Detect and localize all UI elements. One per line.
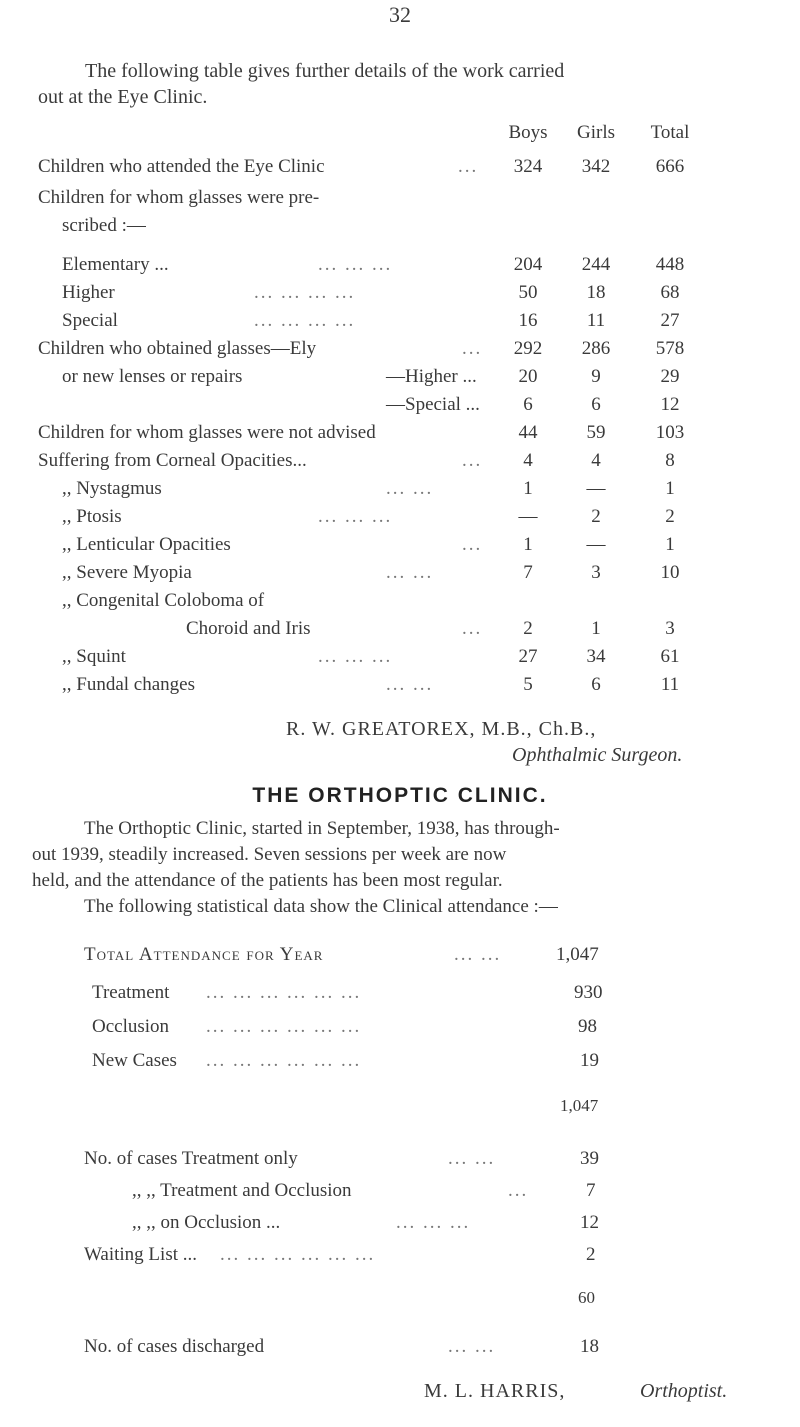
- row-label: or new lenses or repairs: [62, 366, 243, 387]
- row-label: ,, Ptosis: [62, 506, 122, 527]
- row-sublabel: —Special ...: [386, 394, 480, 415]
- orthoptist-name: M. L. HARRIS,: [424, 1380, 566, 1402]
- cell-boys: 1: [523, 534, 533, 555]
- discharged-leader: ... ...: [448, 1336, 496, 1357]
- header-total: Total: [650, 122, 690, 143]
- cell-total: 61: [660, 646, 680, 667]
- section-title: THE ORTHOPTIC CLINIC.: [252, 784, 548, 807]
- cell-boys: 50: [518, 282, 538, 303]
- row-leader: ...: [458, 156, 479, 177]
- orthoptist-title: Orthoptist.: [640, 1380, 728, 1402]
- row-label: Choroid and Iris: [186, 618, 311, 639]
- row-label: Children for whom glasses were pre-: [38, 187, 320, 208]
- cell-total: 10: [660, 562, 680, 583]
- cell-boys: 4: [523, 450, 533, 471]
- row-label: ,, Lenticular Opacities: [62, 534, 231, 555]
- row-label: ,, Squint: [62, 646, 126, 667]
- row-leader: ... ...: [386, 674, 434, 695]
- cell-boys: 324: [513, 156, 543, 177]
- row-label: ,, Nystagmus: [62, 478, 162, 499]
- attendance-item-value: 98: [578, 1016, 597, 1037]
- row-leader: ... ...: [386, 562, 434, 583]
- cell-boys: 16: [518, 310, 538, 331]
- cases-sum: 60: [578, 1288, 595, 1307]
- cases-item-value: 39: [580, 1148, 599, 1169]
- cases-item-label: ,, ,, Treatment and Occlusion: [132, 1180, 352, 1201]
- row-label: Elementary ...: [62, 254, 169, 275]
- attendance-sum: 1,047: [560, 1096, 599, 1115]
- page-number: 32: [389, 2, 411, 27]
- cell-total: 29: [660, 366, 680, 387]
- attendance-total-leader: ... ...: [454, 944, 502, 965]
- attendance-item-label: Occlusion: [92, 1016, 170, 1037]
- row-leader: ... ... ... ...: [254, 310, 356, 331]
- attendance-item-leader: ... ... ... ... ... ...: [206, 1016, 362, 1037]
- cell-boys: 7: [523, 562, 533, 583]
- intro-line-1: The following table gives further details of the work carried: [85, 60, 565, 82]
- row-label: scribed :—: [62, 215, 146, 236]
- cell-total: 1: [665, 534, 675, 555]
- cell-boys: 20: [518, 366, 538, 387]
- cell-total: 68: [660, 282, 680, 303]
- cell-girls: 11: [586, 310, 606, 331]
- cell-boys: 6: [523, 394, 533, 415]
- row-leader: ... ... ...: [318, 254, 393, 275]
- surgeon-name: R. W. GREATOREX, M.B., Ch.B.,: [286, 718, 597, 740]
- cell-girls: 4: [591, 450, 601, 471]
- paragraph-line-2: out 1939, steadily increased. Seven sessions per week are now: [32, 844, 507, 865]
- cell-boys: 2: [523, 618, 533, 639]
- row-label: Higher: [62, 282, 115, 303]
- intro-line-2: out at the Eye Clinic.: [38, 86, 208, 108]
- row-leader: ... ...: [386, 478, 434, 499]
- row-leader: ... ... ... ...: [254, 282, 356, 303]
- row-leader: ... ... ...: [318, 646, 393, 667]
- cases-item-leader: ... ... ... ... ... ...: [220, 1244, 376, 1265]
- attendance-item-value: 19: [580, 1050, 599, 1071]
- cases-item-leader: ...: [508, 1180, 529, 1201]
- row-label: ,, Fundal changes: [62, 674, 195, 695]
- discharged-value: 18: [580, 1336, 599, 1357]
- row-leader: ... ... ...: [318, 506, 393, 527]
- cases-item-label: ,, ,, on Occlusion ...: [132, 1212, 281, 1233]
- attendance-total-value: 1,047: [556, 944, 599, 965]
- row-label: Children for whom glasses were not advised: [38, 422, 376, 443]
- row-leader: ...: [462, 618, 483, 639]
- cell-total: 666: [655, 156, 685, 177]
- cell-girls: 6: [591, 394, 601, 415]
- paragraph-line-4: The following statistical data show the Clinical attendance :—: [84, 896, 558, 917]
- attendance-total-label: Total Attendance for Year: [84, 944, 324, 965]
- cell-girls: 59: [586, 422, 606, 443]
- cell-girls: 3: [591, 562, 601, 583]
- attendance-item-label: New Cases: [92, 1050, 177, 1071]
- cases-item-leader: ... ...: [448, 1148, 496, 1169]
- row-label: Suffering from Corneal Opacities...: [38, 450, 307, 471]
- paragraph-line-3: held, and the attendance of the patients has been most regular.: [32, 870, 503, 891]
- cell-total: 11: [660, 674, 680, 695]
- row-label: Children who obtained glasses—Ely: [38, 338, 317, 359]
- row-label: ,, Severe Myopia: [62, 562, 192, 583]
- cases-item-label: Waiting List ...: [84, 1244, 197, 1265]
- attendance-item-leader: ... ... ... ... ... ...: [206, 982, 362, 1003]
- cell-girls: 9: [591, 366, 601, 387]
- cell-girls: —: [586, 478, 606, 499]
- cell-girls: 18: [586, 282, 606, 303]
- cell-total: 12: [660, 394, 680, 415]
- cell-girls: 286: [581, 338, 611, 359]
- cell-girls: 1: [591, 618, 601, 639]
- cases-item-value: 2: [586, 1244, 596, 1265]
- cell-total: 8: [665, 450, 675, 471]
- attendance-item-value: 930: [574, 982, 603, 1003]
- cell-total: 103: [655, 422, 685, 443]
- row-label: ,, Congenital Coloboma of: [62, 590, 265, 611]
- cell-girls: 342: [581, 156, 611, 177]
- cases-item-value: 12: [580, 1212, 599, 1233]
- cell-boys: 27: [518, 646, 538, 667]
- row-label: Children who attended the Eye Clinic: [38, 156, 325, 177]
- cell-total: 1: [665, 478, 675, 499]
- row-leader: ...: [462, 338, 483, 359]
- cell-total: 2: [665, 506, 675, 527]
- attendance-item-leader: ... ... ... ... ... ...: [206, 1050, 362, 1071]
- row-leader: ...: [462, 450, 483, 471]
- cell-girls: 34: [586, 646, 606, 667]
- header-boys: Boys: [508, 122, 548, 143]
- row-label: Special: [62, 310, 118, 331]
- cell-girls: 2: [591, 506, 601, 527]
- paragraph-line-1: The Orthoptic Clinic, started in September, 1938, has through-: [84, 818, 560, 839]
- header-girls: Girls: [577, 122, 615, 143]
- surgeon-title: Ophthalmic Surgeon.: [512, 744, 683, 766]
- cell-total: 27: [660, 310, 680, 331]
- cell-boys: 204: [513, 254, 543, 275]
- cell-girls: 6: [591, 674, 601, 695]
- cell-total: 578: [655, 338, 685, 359]
- cases-item-value: 7: [586, 1180, 596, 1201]
- cases-item-leader: ... ... ...: [396, 1212, 471, 1233]
- cell-boys: 1: [523, 478, 533, 499]
- cell-boys: 5: [523, 674, 533, 695]
- row-sublabel: —Higher ...: [386, 366, 477, 387]
- cases-item-label: No. of cases Treatment only: [84, 1148, 298, 1169]
- discharged-label: No. of cases discharged: [84, 1336, 265, 1357]
- cell-total: 448: [655, 254, 685, 275]
- cell-boys: 292: [513, 338, 543, 359]
- cell-boys: —: [518, 506, 538, 527]
- cell-boys: 44: [518, 422, 538, 443]
- cell-total: 3: [665, 618, 675, 639]
- row-leader: ...: [462, 534, 483, 555]
- attendance-item-label: Treatment: [92, 982, 170, 1003]
- cell-girls: —: [586, 534, 606, 555]
- cell-girls: 244: [581, 254, 611, 275]
